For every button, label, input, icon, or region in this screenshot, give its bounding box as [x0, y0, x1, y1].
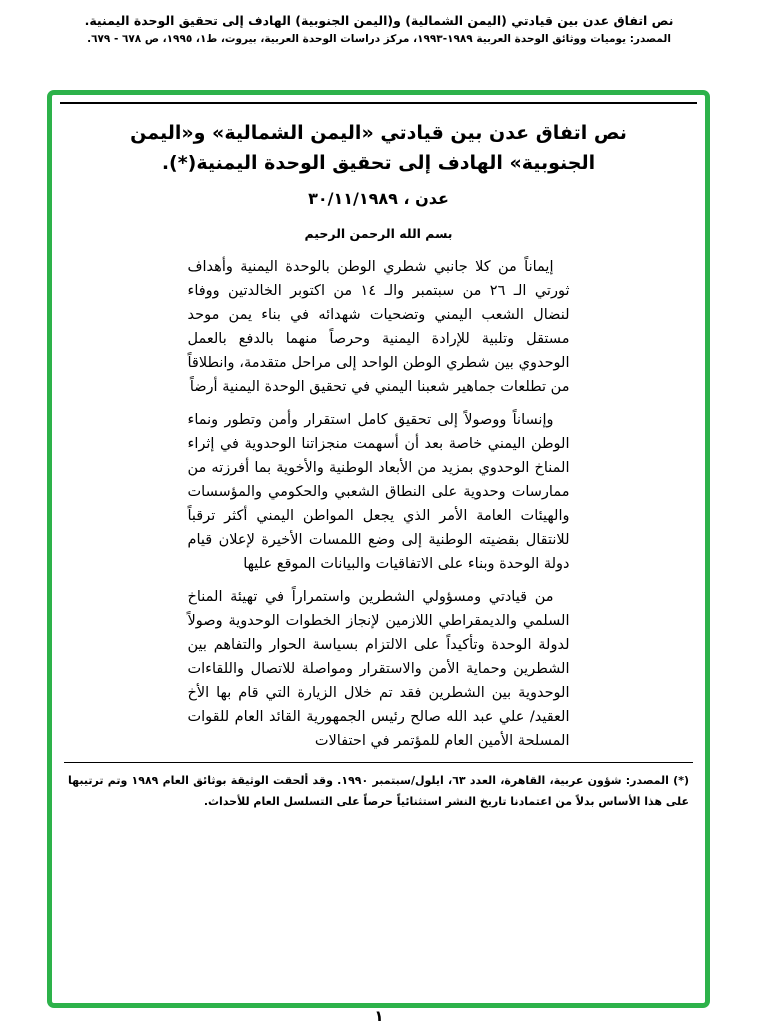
footnote-divider [64, 762, 693, 763]
footnote: (*) المصدر: شؤون عربية، القاهرة، العدد ٦٣، ايلول/سبتمبر ١٩٩٠. وقد ألحقت الوثيقة بوثائق العام ١٩٨٩ وتم ترتيبها على هذا الأساس بدلاً من اعتمادنا تاريخ النشر استثنائياً حرصاً على التسلسل العام للأحداث. [68, 773, 689, 809]
document-body [188, 255, 570, 753]
header-citation-title: نص اتفاق عدن بين قيادتي (اليمن الشمالية) و(اليمن الجنوبية) الهادف إلى تحقيق الوحدة اليمنية. [84, 13, 674, 28]
paragraph: إيماناً من كلا جانبي شطري الوطن بالوحدة اليمنية وأهداف ثورتي الـ ٢٦ من سبتمبر والـ ١٤ من اكتوبر الخالدتين ووفاء لنضال الشعب اليمني وتضحيات شهدائه في بناء يمن موحد مستقل وتلبية للإرادة اليمنية وحرصاً منهما بالدفع بالعمل الوحدوي بين شطري الوطن الواحد إلى مراحل متقدمة، وانطلاقاً من تطلعات جماهير شعبنا اليمني في تحقيق الوحدة اليمنية أرضاً [187, 258, 570, 395]
header-citation-source: المصدر: يوميات ووثائق الوحدة العربية ١٩٨٩-١٩٩٣، مركز دراسات الوحدة العربية، بيروت، ط١، ١٩٩٥، ص ٦٧٨ - ٦٧٩. [87, 33, 671, 45]
document-dateline: عدن ، ٣٠/١١/١٩٨٩ [308, 188, 449, 208]
document-title: نص اتفاق عدن بين قيادتي «اليمن الشمالية» و«اليمن الجنوبية» الهادف إلى تحقيق الوحدة اليمنية(*). [130, 122, 627, 175]
top-rule-divider [60, 102, 697, 104]
document-frame [47, 90, 710, 1008]
paragraph: من قيادتي ومسؤولي الشطرين واستمراراً في تهيئة المناخ السلمي والديمقراطي اللازمين لإنجاز الخطوات الوحدوية وصولاً لدولة الوحدة وتأكيداً على الالتزام بسياسة الحوار والتفاهم بين الشطرين وحماية الأمن والاستقرار ومواصلة للاتصال واللقاءات الوحدوية بين الشطرين فقد تم خلال الزيارة التي قام بها الأخ العقيد/ علي عبد الله صالح رئيس الجمهورية القائد العام للقوات المسلحة الأمين العام للمؤتمر في احتفالات [187, 588, 570, 749]
paragraph: وإنساناً ووصولاً إلى تحقيق كامل استقرار وأمن وتطور ونماء الوطن اليمني خاصة بعد أن أسهمت منجزاتنا الوحدوية في إثراء المناخ الوحدوي بمزيد من الأبعاد الوطنية والأخوية بما أفرزته من ممارسات وحدوية على النطاق الشعبي والحكومي والمؤسسات والهيئات العامة الأمر الذي يجعل المواطن اليمني أكثر ترقباً للانتقال بقضيته الوطنية إلى وضع اللمسات الأخيرة لإعلان قيام دولة الوحدة وبناء على الاتفاقيات والبيانات الموقع عليها [187, 411, 570, 572]
page-number: ١ [374, 1007, 384, 1025]
header [0, 0, 758, 45]
basmala: بسم الله الرحمن الرحيم [304, 225, 453, 241]
